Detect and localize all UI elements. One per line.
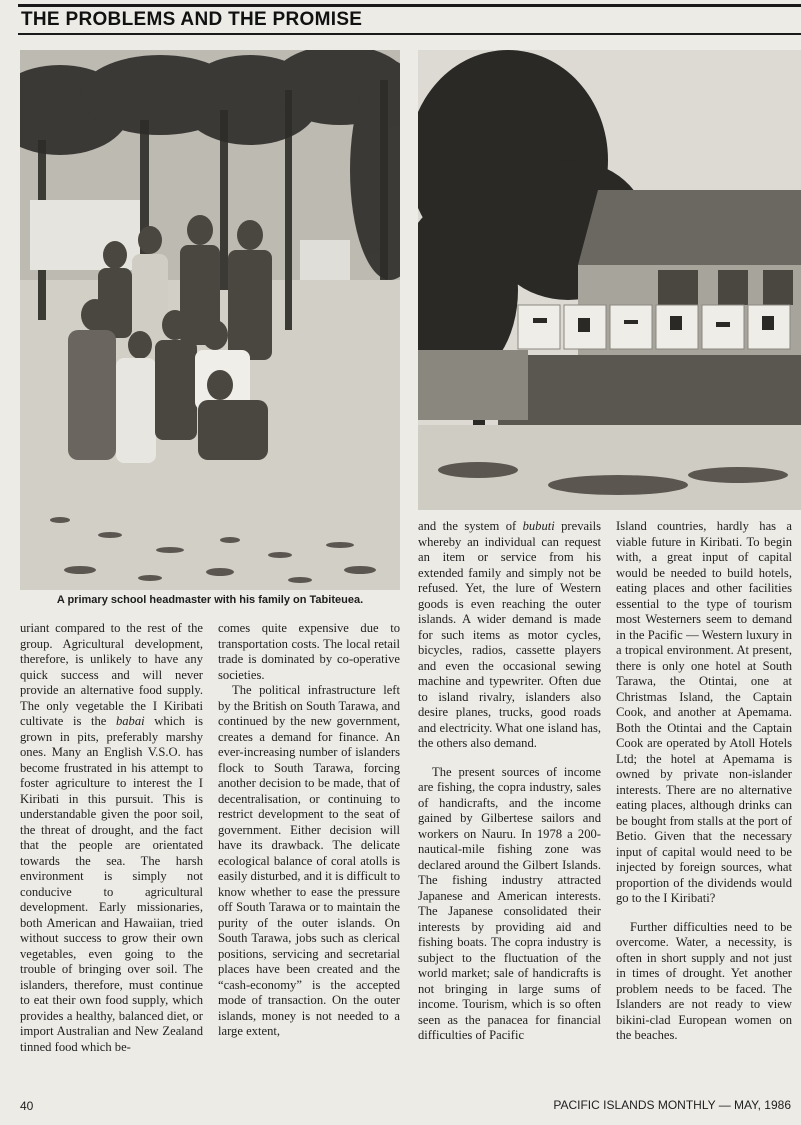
paragraph: comes quite expensive due to transportation costs. The local retail trade is dominated by co-operative societies. [218,621,400,682]
page-title: THE PROBLEMS AND THE PROMISE [21,9,363,30]
article-column-4 [616,519,792,1044]
paragraph: and the system of bubuti prevails whereby an individual can request an item or service from his extended family and simply not be refused. Yet, the lure of Western goods is even reaching the outer islands. A wider demand is made for such items as motor cycles, bicycles, radios, cassette players and even the occasional sewing machine and typewriter. Often due to island rivalry, islanders also desire planes, trucks, good roads and electricity. What one island has, the others also demand. [418,519,601,750]
paragraph: The present sources of income are fishing, the copra industry, sales of handicrafts, and the income gained by Gilbertese sailors and workers on Nauru. In 1978 a 200-nautical-mile fishing zone was declared around the Gilbert Islands. The fishing industry attracted Japanese and American interests. The Japanese consolidated their interests by providing aid and fishing boats. The copra industry is subject to the fluctuation of the world market; sale of handicrafts is not bringing in large sums of income. Tourism, which is so often seen as the panacea for financial difficulties of Pacific [418,764,601,1042]
paragraph: uriant compared to the rest of the group. Agricultural development, therefore, is unlikely to have any quick success and will never provide an alternative food supply. The only vegetable the I Kiribati cultivate is the babai which is grown in pits, preferably marshy ones. Many an English V.S.O. has become frustrated in his attempt to foster agriculture to interest the I Kiribati in this pursuit. This is understandable given the poor soil, the threat of drought, and the fact that the people are orientated towards the sea. The harsh environment is simply not conducive to agricultural development. Early missionaries, both American and Hawaiian, tried without success to grow their own vegetables, even going to the trouble of bringing over soil. The islanders, therefore, must continue to eat their own food supply, which provides a healthy, balanced diet, or import Australian and New Zealand tinned food which be- [20,621,203,1054]
paragraph: The political infrastructure left by the British on South Tarawa, and continued by the new government, creates a demand for finance. An ever-increasing number of islanders flock to South Tarawa, forcing another decision to be made, that of decentralisation, or continuing to restrict development to the seat of government. Either decision will have its drawback. The delicate ecological balance of coral atolls is easily disturbed, and it is difficult to know whether to ease the pressure off South Tarawa or to maintain the purity of the outer islands. On South Tarawa, jobs such as clerical positions, servicing and secretarial places have been created and the “cash-economy” is the accepted mode of transaction. On the outer islands, money is not needed to a large extent, [218,683,401,1038]
family-photo [20,50,400,590]
header-top-rule [18,4,801,7]
paragraph: Further difficulties need to be overcome. Water, a necessity, is often in short supply and not just in times of drought. Yet another problem needs to be faced. The Islanders are not ready to view bikini-clad European women on the beaches. [616,919,792,1042]
paragraph: Island countries, hardly has a viable future in Kiribati. To begin with, a great input of capital would be needed to build hotels, eating places and other facilities essential to the type of tourism most Westerners seem to demand in the Pacific — Western luxury in a tropical environment. At present, there is only one hotel at South Tarawa, the Otintai, one at Christmas Island, the Captain Cook, and another at Apemama. Both the Otintai and the Captain Cook are operated by Atoll Hotels Ltd; the hotel at Apemama is owned by private non-islander interests. There are no alternative eating places, although drinks can be bought from stalls at the port of Betio. Given that the necessary input of capital would need to be injected by foreign sources, what proportion of the dividends would go to the I Kiribati? [616,519,792,905]
photo-caption: A primary school headmaster with his family on Tabiteuea. [56,594,364,606]
article-column-3 [418,519,601,1044]
publication-credit: PACIFIC ISLANDS MONTHLY — MAY, 1986 [553,1098,791,1112]
page-number: 40 [20,1099,34,1113]
header-bottom-rule [18,33,801,35]
building-photo [418,50,801,510]
article-column-1 [20,621,203,1055]
article-column-2 [218,621,400,1040]
